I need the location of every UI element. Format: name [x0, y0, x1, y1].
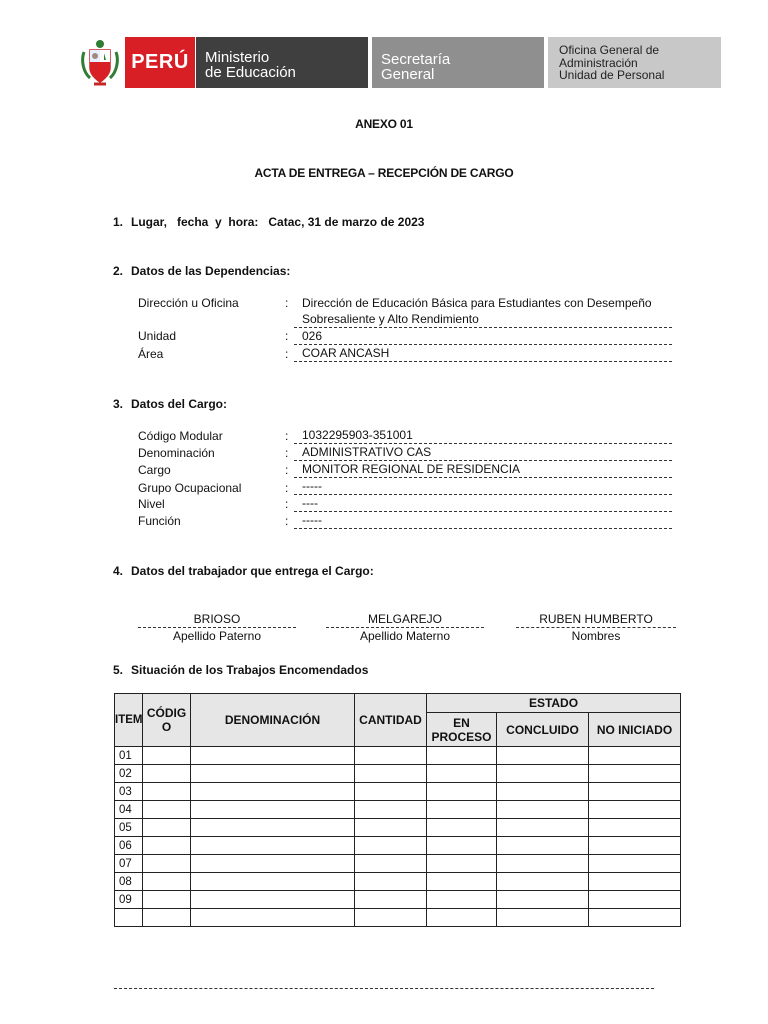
coat-of-arms-icon [80, 38, 120, 88]
item-number: 04 [115, 801, 143, 819]
table-row [115, 801, 681, 819]
unidad-value: 026 [294, 329, 672, 345]
item-number: 07 [115, 855, 143, 873]
item-number: 02 [115, 765, 143, 783]
colon: : [285, 514, 289, 528]
table-row [115, 909, 681, 927]
colon: : [285, 446, 289, 460]
codigo-modular-label: Código Modular [138, 429, 223, 443]
signature-line [114, 988, 654, 989]
area-value: COAR ANCASH [294, 346, 672, 362]
table-row [115, 891, 681, 909]
table-row [115, 873, 681, 891]
item-number: 09 [115, 891, 143, 909]
grupo-ocupacional-label: Grupo Ocupacional [138, 481, 242, 495]
direccion-value-line1: Dirección de Educación Básica para Estudiantes con Desempeño [302, 296, 652, 310]
area-label: Área [138, 347, 164, 361]
colon: : [285, 296, 289, 310]
cargo-value: MONITOR REGIONAL DE RESIDENCIA [294, 462, 672, 478]
item-number: 06 [115, 837, 143, 855]
header-codigo: CÓDIG O [143, 694, 191, 747]
apellido-materno-value: MELGAREJO [326, 612, 484, 628]
direccion-value-line2: Sobresaliente y Alto Rendimiento [294, 312, 672, 328]
table-row [115, 765, 681, 783]
item-number: 08 [115, 873, 143, 891]
lugar-fecha-value: Catac, 31 de marzo de 2023 [268, 215, 425, 229]
header-cantidad: CANTIDAD [355, 694, 427, 747]
item-number: 05 [115, 819, 143, 837]
header-no-iniciado: NO INICIADO [589, 713, 681, 747]
header-item: ITEM [115, 694, 143, 747]
section-3-title: 3. Datos del Cargo: [113, 397, 228, 411]
secretaria-logo: Secretaría General [372, 37, 544, 88]
nombres-value: RUBEN HUMBERTO [516, 612, 676, 628]
colon: : [285, 497, 289, 511]
nivel-value: ---- [294, 496, 672, 512]
table-row [115, 747, 681, 765]
header-concluido: CONCLUIDO [497, 713, 589, 747]
funcion-value: ----- [294, 513, 672, 529]
document-title: ACTA DE ENTREGA – RECEPCIÓN DE CARGO [254, 166, 514, 180]
direccion-label: Dirección u Oficina [138, 296, 239, 310]
colon: : [285, 429, 289, 443]
header-en-proceso: EN PROCESO [427, 713, 497, 747]
nombres-caption: Nombres [571, 629, 621, 643]
peru-logo: PERÚ [125, 37, 195, 88]
colon: : [285, 481, 289, 495]
grupo-ocupacional-value: ----- [294, 479, 672, 495]
item-number: 01 [115, 747, 143, 765]
table-row [115, 819, 681, 837]
apellido-paterno-caption: Apellido Paterno [172, 629, 262, 643]
unidad-label: Unidad [138, 329, 177, 343]
section-1: 1. Lugar, fecha y hora: Catac, 31 de marzo de 2023 [113, 215, 425, 229]
table-row [115, 855, 681, 873]
section-4-title: 4. Datos del trabajador que entrega el Cargo: [113, 564, 374, 578]
denominacion-value: ADMINISTRATIVO CAS [294, 445, 672, 461]
item-number: 03 [115, 783, 143, 801]
apellido-paterno-value: BRIOSO [138, 612, 296, 628]
ministerio-logo: Ministerio de Educación [196, 37, 368, 88]
apellido-materno-caption: Apellido Materno [359, 629, 451, 643]
annex-title: ANEXO 01 [355, 117, 413, 131]
header-estado: ESTADO [427, 694, 681, 713]
denominacion-label: Denominación [138, 446, 215, 460]
section-5-title: 5. Situación de los Trabajos Encomendados [113, 663, 369, 677]
colon: : [285, 347, 289, 361]
table-row [115, 837, 681, 855]
item-number [115, 909, 143, 927]
nivel-label: Nivel [138, 497, 165, 511]
cargo-label: Cargo [138, 463, 171, 477]
colon: : [285, 463, 289, 477]
trabajos-table [114, 693, 681, 927]
header-denominacion: DENOMINACIÓN [191, 694, 355, 747]
section-2-title: 2. Datos de las Dependencias: [113, 264, 291, 278]
table-row [115, 783, 681, 801]
oficina-logo: Oficina General de Administración Unidad de Personal [548, 37, 721, 88]
codigo-modular-value: 1032295903-351001 [294, 428, 672, 444]
colon: : [285, 329, 289, 343]
funcion-label: Función [138, 514, 181, 528]
